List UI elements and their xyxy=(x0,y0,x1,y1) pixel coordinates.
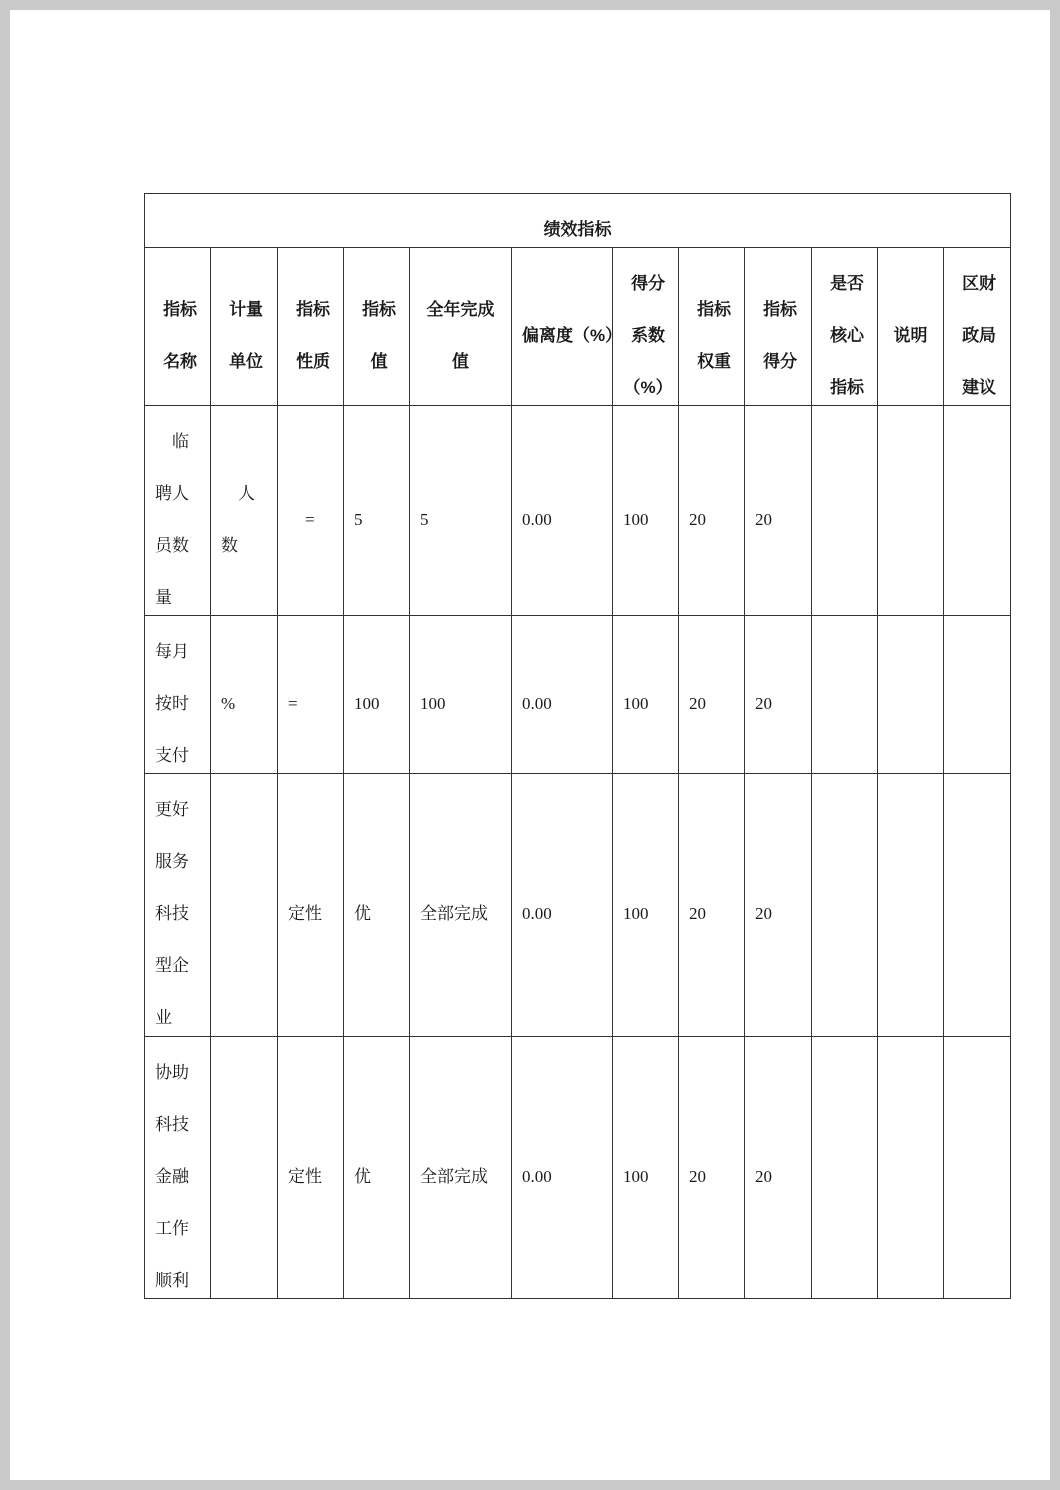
header-score xyxy=(745,248,812,406)
header-score-coefficient-label: 得分系数（%） xyxy=(623,273,673,397)
cell-note xyxy=(878,1037,944,1299)
cell-indicator-name xyxy=(145,1037,211,1299)
deviation: 0.00 xyxy=(522,1166,552,1186)
header-weight-label: 指标权重 xyxy=(697,299,732,371)
cell-score-coefficient xyxy=(613,774,679,1037)
table-header-row xyxy=(145,248,1011,406)
cell-target-value xyxy=(344,406,410,616)
cell-note xyxy=(878,774,944,1037)
score-coefficient: 100 xyxy=(623,693,649,713)
header-nature xyxy=(278,248,344,406)
weight: 20 xyxy=(689,693,706,713)
deviation: 0.00 xyxy=(522,693,552,713)
cell-score xyxy=(745,774,812,1037)
header-deviation xyxy=(512,248,623,406)
cell-target-value xyxy=(344,1037,410,1299)
score: 20 xyxy=(755,693,772,713)
header-unit xyxy=(211,248,278,406)
header-nature-label: 指标性质 xyxy=(296,299,331,371)
indicator-name: 协助科技金融工作顺利 xyxy=(155,1062,189,1290)
header-score-label: 指标得分 xyxy=(763,299,798,371)
unit: % xyxy=(221,693,236,713)
header-deviation-label: 偏离度（%） xyxy=(522,325,623,345)
cell-score xyxy=(745,616,812,774)
performance-indicator-table xyxy=(144,193,1011,1299)
cell-weight xyxy=(679,774,745,1037)
cell-is-core xyxy=(812,406,878,616)
cell-nature xyxy=(278,616,344,774)
cell-indicator-name xyxy=(145,406,211,616)
cell-is-core xyxy=(812,774,878,1037)
weight: 20 xyxy=(689,1166,706,1186)
table-row xyxy=(145,1037,1011,1299)
cell-score-coefficient xyxy=(613,1037,679,1299)
table-row xyxy=(145,774,1011,1037)
target-value: 优 xyxy=(354,904,371,923)
cell-actual-value xyxy=(410,616,512,774)
cell-suggestion xyxy=(944,406,1011,616)
cell-indicator-name xyxy=(145,774,211,1037)
header-actual-value xyxy=(410,248,512,406)
cell-score xyxy=(745,1037,812,1299)
cell-indicator-name xyxy=(145,616,211,774)
header-score-coefficient xyxy=(613,248,679,406)
target-value: 5 xyxy=(354,509,363,529)
cell-unit xyxy=(211,1037,278,1299)
nature: = xyxy=(305,509,315,529)
cell-deviation xyxy=(512,1037,613,1299)
cell-target-value xyxy=(344,774,410,1037)
actual-value: 100 xyxy=(420,693,446,713)
cell-weight xyxy=(679,406,745,616)
cell-note xyxy=(878,406,944,616)
cell-deviation xyxy=(512,774,613,1037)
cell-unit xyxy=(211,774,278,1037)
document-page xyxy=(10,10,1050,1480)
nature: 定性 xyxy=(288,1166,322,1186)
table-title-cell xyxy=(145,194,1011,248)
table-row xyxy=(145,616,1011,774)
score: 20 xyxy=(755,1166,772,1186)
cell-target-value xyxy=(344,616,410,774)
target-value: 优 xyxy=(354,1166,371,1186)
header-is-core-label: 是否核心指标 xyxy=(830,273,865,397)
header-target-value-label: 指标值 xyxy=(362,299,397,371)
cell-unit xyxy=(211,406,278,616)
target-value: 100 xyxy=(354,693,380,713)
cell-note xyxy=(878,616,944,774)
cell-deviation xyxy=(512,616,613,774)
cell-actual-value xyxy=(410,1037,512,1299)
score-coefficient: 100 xyxy=(623,904,649,923)
cell-score-coefficient xyxy=(613,406,679,616)
indicator-name: 临聘人员数量 xyxy=(155,431,189,607)
header-indicator-name xyxy=(145,248,211,406)
header-unit-label: 计量单位 xyxy=(229,299,264,371)
header-note xyxy=(878,248,944,406)
cell-score-coefficient xyxy=(613,616,679,774)
header-target-value xyxy=(344,248,410,406)
header-indicator-name-label: 指标名称 xyxy=(163,299,198,371)
nature: = xyxy=(288,693,298,713)
cell-unit xyxy=(211,616,278,774)
cell-weight xyxy=(679,616,745,774)
weight: 20 xyxy=(689,904,706,923)
header-suggestion xyxy=(944,248,1011,406)
cell-actual-value xyxy=(410,406,512,616)
header-note-label: 说明 xyxy=(893,325,928,345)
cell-score xyxy=(745,406,812,616)
actual-value: 5 xyxy=(420,509,429,529)
cell-suggestion xyxy=(944,1037,1011,1299)
unit: 人数 xyxy=(221,483,255,555)
table-title-row xyxy=(145,194,1011,248)
table-row xyxy=(145,406,1011,616)
header-actual-value-label: 全年完成值 xyxy=(426,299,495,371)
cell-is-core xyxy=(812,1037,878,1299)
header-weight xyxy=(679,248,745,406)
table-title: 绩效指标 xyxy=(543,219,612,239)
cell-nature xyxy=(278,1037,344,1299)
deviation: 0.00 xyxy=(522,509,552,529)
header-is-core xyxy=(812,248,878,406)
indicator-name: 更好服务科技型企业 xyxy=(155,800,189,1027)
weight: 20 xyxy=(689,509,706,529)
actual-value: 全部完成 xyxy=(420,1166,488,1186)
score-coefficient: 100 xyxy=(623,1166,649,1186)
header-suggestion-label: 区财政局建议 xyxy=(962,273,997,397)
cell-deviation xyxy=(512,406,613,616)
indicator-name: 每月按时支付 xyxy=(155,641,189,765)
cell-nature xyxy=(278,774,344,1037)
nature: 定性 xyxy=(288,904,322,923)
actual-value: 全部完成 xyxy=(420,904,488,923)
deviation: 0.00 xyxy=(522,904,552,923)
score: 20 xyxy=(755,509,772,529)
cell-suggestion xyxy=(944,774,1011,1037)
cell-is-core xyxy=(812,616,878,774)
cell-nature xyxy=(278,406,344,616)
cell-actual-value xyxy=(410,774,512,1037)
cell-suggestion xyxy=(944,616,1011,774)
score: 20 xyxy=(755,904,772,923)
cell-weight xyxy=(679,1037,745,1299)
score-coefficient: 100 xyxy=(623,509,649,529)
